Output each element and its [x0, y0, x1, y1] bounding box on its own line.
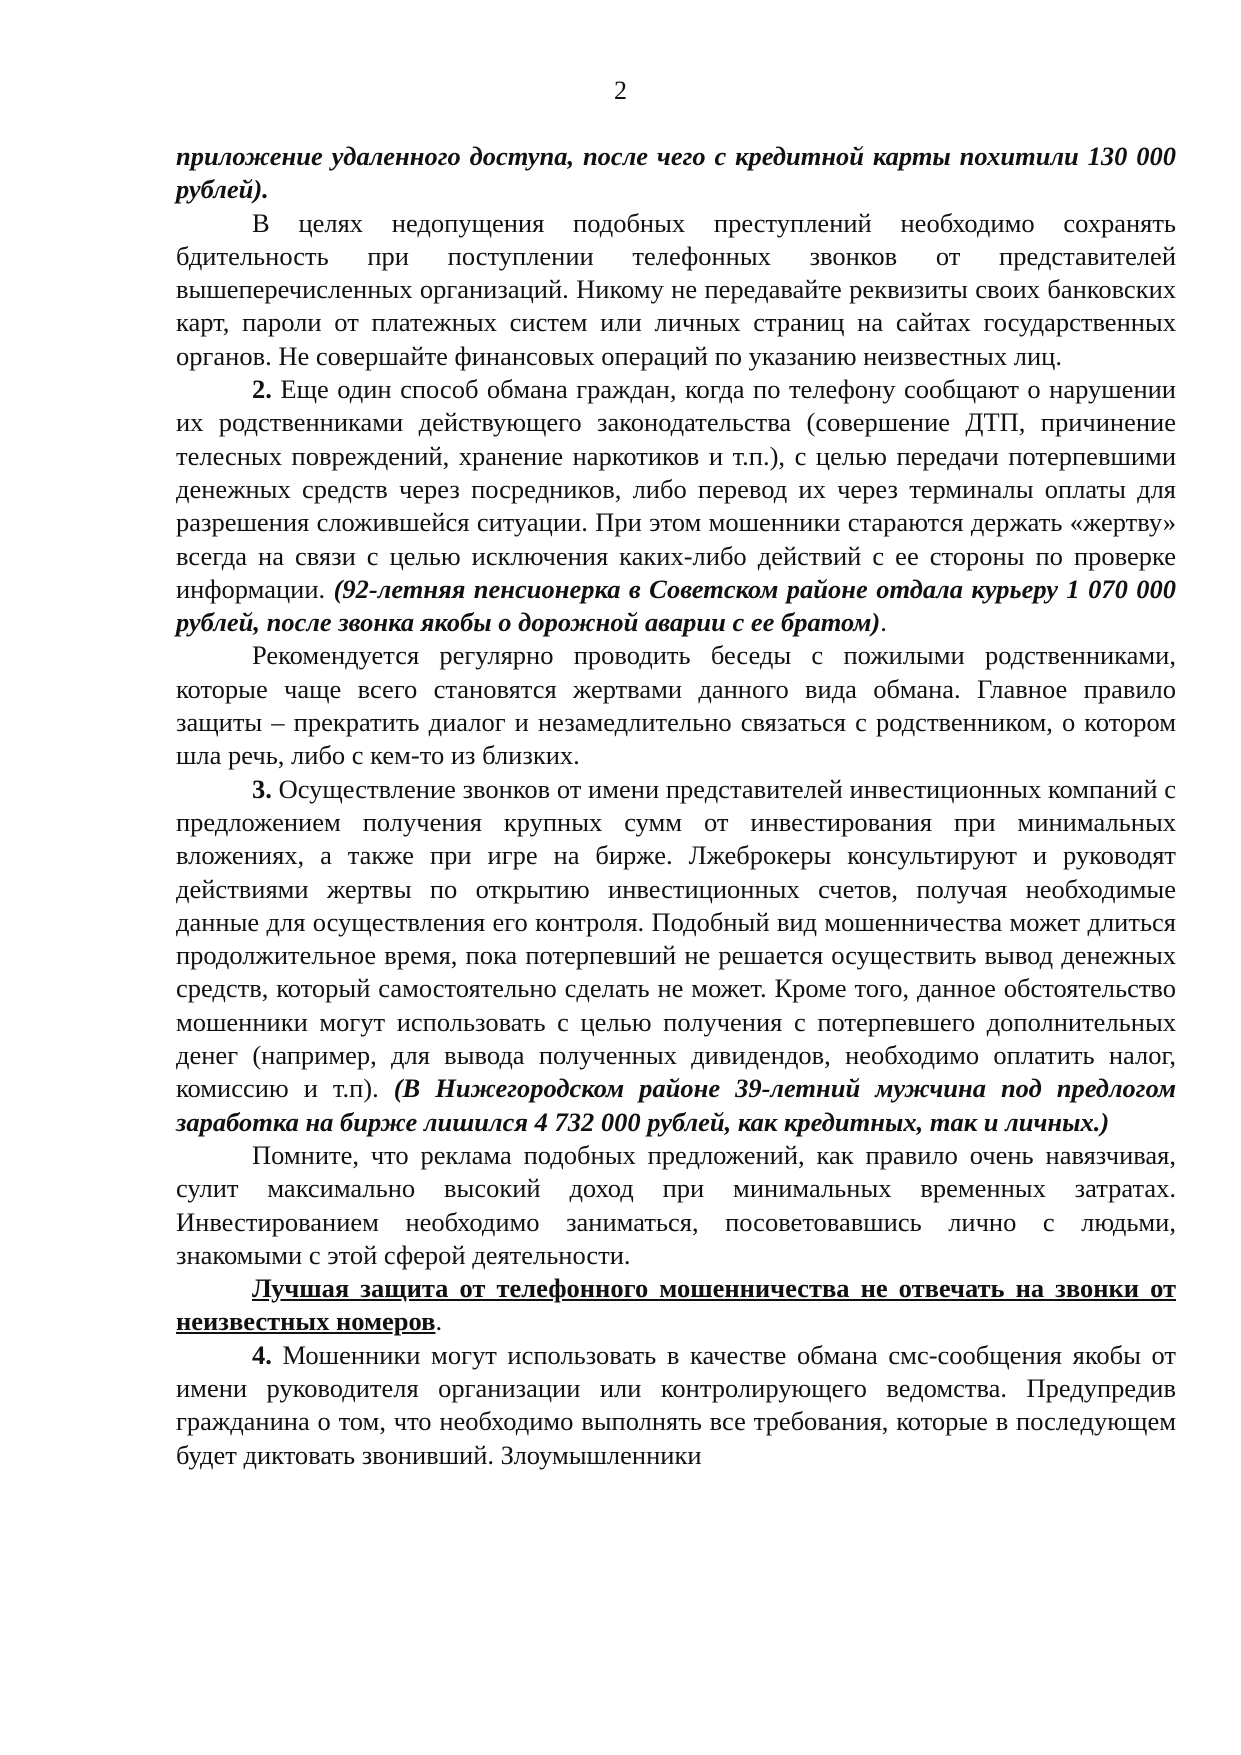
text-run: Помните, что реклама подобных предложений, как правило очень навязчивая, сулит максимально высокий доход при минимальных временных затратах. Инвестированием необходимо заниматься, посоветовавшись лично с людьми, знакомыми с этой сферой деятельности. [176, 1139, 1176, 1270]
paragraph [176, 639, 1176, 772]
text-run: Рекомендуется регулярно проводить беседы с пожилыми родственниками, которые чаще всего становятся жертвами данного вида обмана. Главное правило защиты – прекратить диалог и незамедлительно связаться с родственником, о котором шла речь, либо с кем-то из близких. [176, 640, 1176, 771]
text-run: В целях недопущения подобных преступлений необходимо сохранять бдительность при поступлении телефонных звонков от представителей вышеперечисленных организаций. Никому не передавайте реквизиты своих банковских карт, пароли от платежных систем или личных страниц на сайтах государственных органов. Не совершайте финансовых операций по указанию неизвестных лиц. [176, 207, 1176, 371]
paragraph [176, 207, 1176, 373]
paragraph [176, 1272, 1176, 1339]
case-example: приложение удаленного доступа, после чего с кредитной карты похитили 130 000 рублей). [176, 141, 1176, 205]
case-example: (В Нижегородском районе 39-летний мужчина под предлогом заработка на бирже лишился 4 732 000 рублей, как кредитных, так и личных.) [176, 1073, 1176, 1137]
text-run: Осуществление звонков от имени представителей инвестиционных компаний с предложением получения крупных сумм от инвестирования при минимальных вложениях, а также при игре на бирже. Лжеброкеры консультируют и руководят действиями жертвы по открытию инвестиционных счетов, получая необходимые данные для осуществления его контроля. Подобный вид мошенничества может длиться продолжительное время, пока потерпевший не решается осуществить вывод денежных средств, который самостоятельно сделать не может. Кроме того, данное обстоятельство мошенники могут использовать с целью получения с потерпевшего дополнительных денег (например, для вывода полученных дивидендов, необходимо оплатить налог, комиссию и т.п). [176, 773, 1176, 1104]
paragraph [176, 140, 1176, 207]
document-body [176, 140, 1176, 1472]
paragraph [176, 773, 1176, 1139]
text-run: Еще один способ обмана граждан, когда по телефону сообщают о нарушении их родственниками действующего законодательства (совершение ДТП, причинение телесных повреждений, хранение наркотиков и т.п.), с целью передачи потерпевшими денежных средств через посредников, либо перевод их через терминалы оплаты для разрешения сложившейся ситуации. При этом мошенники стараются держать «жертву» всегда на связи с целью исключения каких-либо действий с ее стороны по проверке информации. [176, 374, 1176, 604]
paragraph [176, 1339, 1176, 1472]
text-run: . [435, 1306, 443, 1337]
case-example: (92-летняя пенсионерка в Советском районе отдала курьеру 1 070 000 рублей, после звонка якобы о дорожной аварии с ее братом) [176, 573, 1176, 638]
item-number: 3. [252, 773, 272, 804]
text-run: Мошенники могут использовать в качестве обмана смс-сообщения якобы от имени руководителя организации или контролирующего ведомства. Предупредив гражданина о том, что необходимо выполнять все требования, которые в последующем будет диктовать звонивший. Злоумышленники [176, 1339, 1176, 1470]
paragraph [176, 1139, 1176, 1272]
item-number: 4. [252, 1339, 272, 1370]
text-run: . [880, 607, 887, 638]
paragraph [176, 373, 1176, 639]
page-number: 2 [614, 76, 627, 105]
key-advice: Лучшая защита от телефонного мошенничества не отвечать на звонки от неизвестных номеров [176, 1273, 1176, 1337]
item-number: 2. [252, 374, 272, 405]
